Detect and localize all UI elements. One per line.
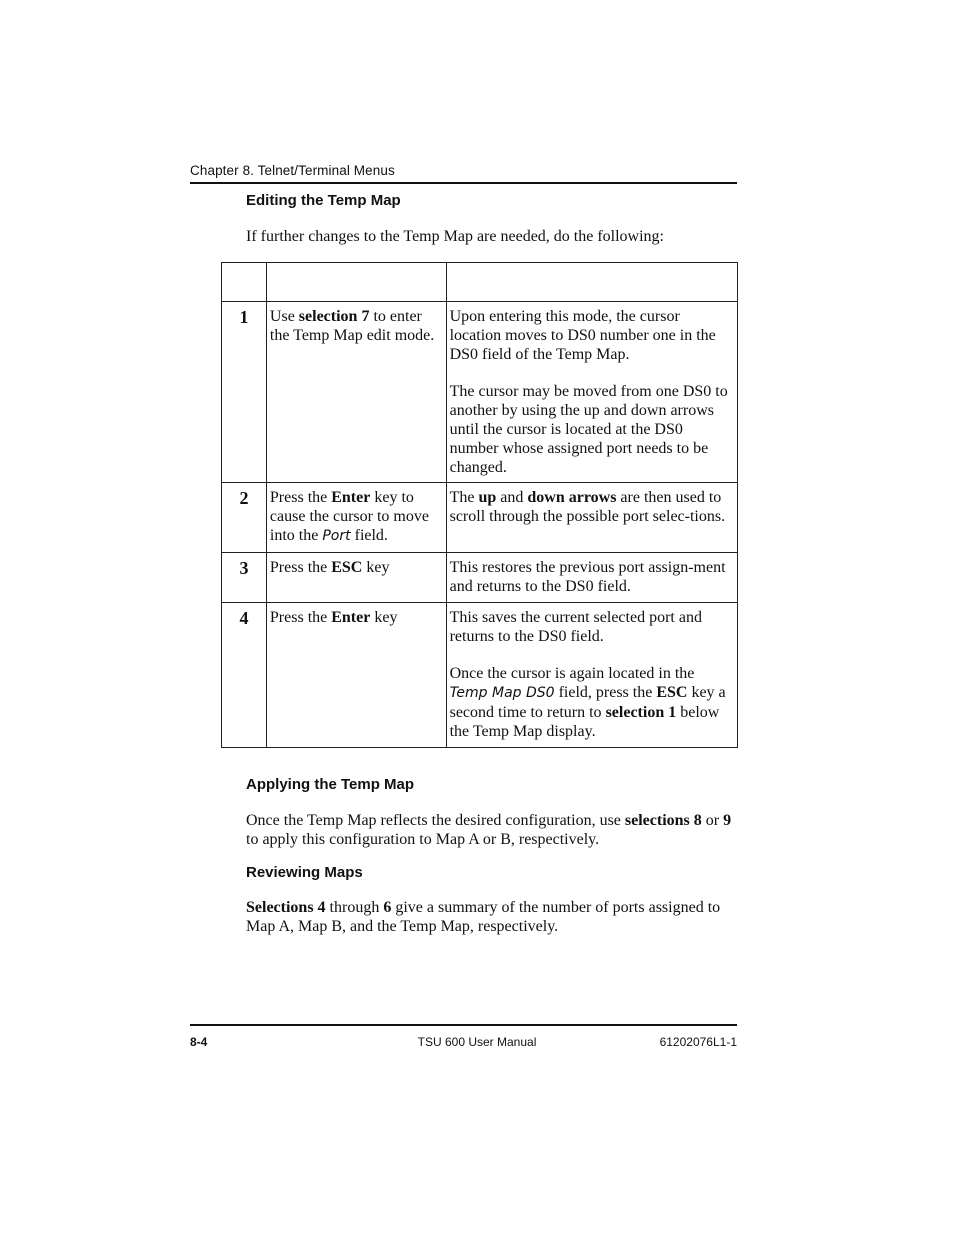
- action-cell: [266, 553, 446, 603]
- response-cell: [446, 302, 737, 483]
- step-number-cell: [222, 302, 267, 483]
- heading-applying-temp-map: Applying the Temp Map: [246, 776, 415, 793]
- header-rule: [190, 182, 737, 184]
- step-number-cell: [222, 553, 267, 603]
- port-field-name: Port: [322, 528, 351, 544]
- steps-table: [221, 262, 738, 748]
- header-cell-response: [446, 263, 737, 302]
- response-cell: [446, 483, 737, 553]
- action-text: Press the ESC key: [269, 559, 390, 576]
- page-number: 8-4: [190, 1035, 208, 1049]
- header-cell-action: [266, 263, 446, 302]
- step-number: 4: [239, 608, 249, 628]
- step-number-cell: [222, 483, 267, 553]
- response-text: Upon entering this mode, the cursor location moves to DS0 number one in the DS0 field of the Temp Map. The cursor may be moved from one DS0 to another by using the up and down arrows until the cursor is located at the DS0 number whose assigned port needs to be changed.: [449, 308, 728, 476]
- response-text: This restores the previous port assign-ment and returns to the DS0 field.: [449, 559, 726, 595]
- action-text: Press the Enter key: [269, 609, 398, 626]
- step-number: 3: [239, 558, 249, 578]
- response-cell: [446, 603, 737, 748]
- editing-intro: If further changes to the Temp Map are needed, do the following:: [246, 228, 664, 245]
- action-text: Use selection 7 to enter the Temp Map edit mode.: [269, 308, 435, 344]
- table-row: [222, 483, 738, 553]
- response-text: This saves the current selected port and returns to the DS0 field. Once the cursor is again located in the Temp Map DS0 field, press the ESC key a second time to return to selection 1 below the Temp Map display.: [449, 609, 726, 740]
- action-cell: [266, 603, 446, 748]
- heading-editing-temp-map: Editing the Temp Map: [246, 192, 401, 209]
- table-row: [222, 603, 738, 748]
- action-cell: [266, 302, 446, 483]
- step-number-cell: [222, 603, 267, 748]
- step-number: 2: [239, 488, 249, 508]
- running-header: Chapter 8. Telnet/Terminal Menus: [190, 163, 395, 178]
- step-number: 1: [239, 307, 249, 327]
- heading-reviewing-maps: Reviewing Maps: [246, 864, 363, 881]
- reviewing-text: Selections 4 through 6 give a summary of the number of ports assigned to Map A, Map B, and the Temp Map, respectively.: [246, 899, 721, 935]
- response-cell: [446, 553, 737, 603]
- footer-title: TSU 600 User Manual: [417, 1035, 537, 1049]
- action-cell: [266, 483, 446, 553]
- table-row: [222, 302, 738, 483]
- response-text: The up and down arrows are then used to scroll through the possible port selec-tions.: [449, 489, 726, 525]
- table-row: [222, 553, 738, 603]
- header-cell-step: [222, 263, 267, 302]
- footer-rule: [190, 1024, 737, 1026]
- table-header-row: [222, 263, 738, 302]
- temp-map-ds0-field-name: Temp Map DS0: [449, 685, 555, 701]
- applying-text: Once the Temp Map reflects the desired configuration, use selections 8 or 9 to apply this configuration to Map A or B, respectively.: [246, 812, 732, 848]
- action-text: Press the Enter key to cause the cursor to move into the Port field.: [269, 489, 429, 544]
- doc-number: 61202076L1-1: [659, 1035, 737, 1049]
